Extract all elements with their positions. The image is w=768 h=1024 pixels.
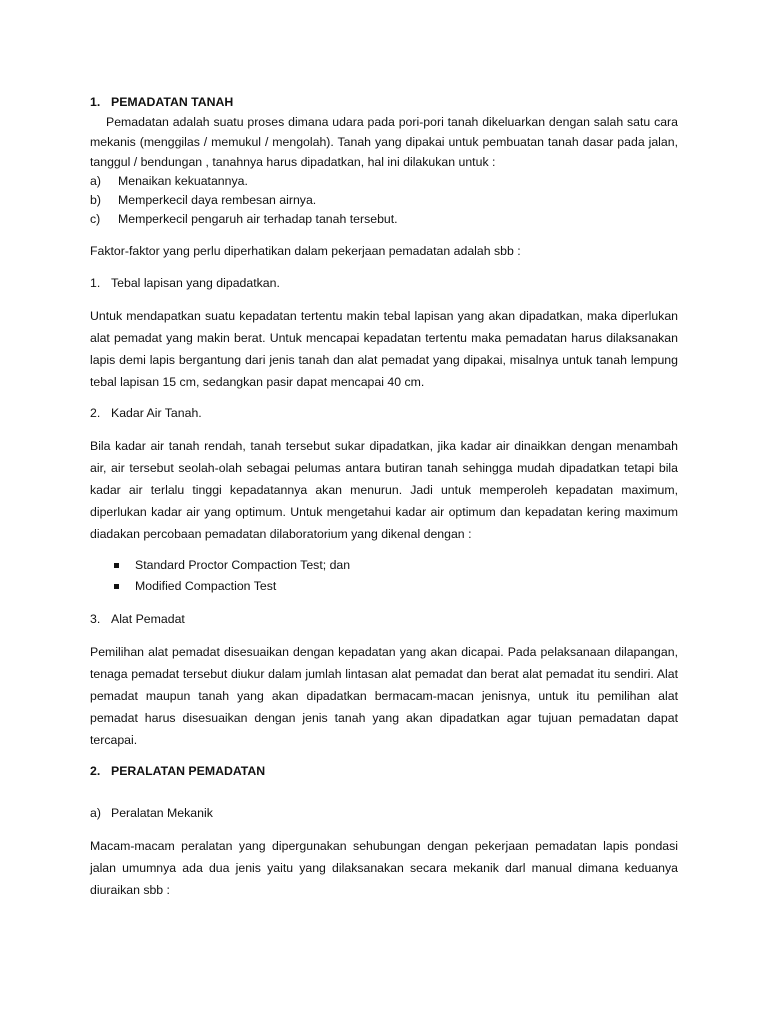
compaction-test-label: Standard Proctor Compaction Test; dan: [135, 558, 351, 572]
square-bullet-icon: [112, 555, 135, 576]
subsection-a-title: Peralatan Mekanik: [111, 806, 213, 820]
purpose-item-c: [90, 210, 678, 229]
purpose-item-b: [90, 191, 678, 210]
factor-3-number: 3.: [90, 612, 101, 626]
purpose-marker: b): [90, 193, 101, 207]
factor-3-heading: [90, 609, 678, 629]
purpose-list: [90, 172, 678, 229]
factor-2-title: Kadar Air Tanah.: [111, 406, 202, 420]
factor-1-title: Tebal lapisan yang dipadatkan.: [111, 276, 280, 290]
purpose-marker: c): [90, 212, 101, 226]
purpose-marker: a): [90, 174, 101, 188]
factor-1-text: Untuk mendapatkan suatu kepadatan tertentu makin tebal lapisan yang akan dipadatkan, maka diperlukan alat pemadat yang makin berat. Untuk mencapai kepadatan tertentu maka pemadatan harus dilaksanakan lapis demi lapis bergantung dari jenis tanah dan alat pemadat yang dipakai, misalnya untuk tanah lempung tebal lapisan 15 cm, sedangkan pasir dapat mencapai 40 cm.: [90, 309, 678, 389]
factor-2-text: Bila kadar air tanah rendah, tanah tersebut sukar dipadatkan, jika kadar air dinaikkan dengan menambah air, air tersebut seolah-olah sebagai pelumas antara butiran tanah sehingga mudah dipadatkan tetapi bila kadar air terlalu tinggi kepadatannya akan menurun. Jadi untuk memperoleh kepadatan maximum, diperlukan kadar air yang optimum. Untuk mengetahui kadar air optimum dan kepadatan kering maximum diadakan percobaan pemadatan dilaboratorium yang dikenal dengan :: [90, 439, 678, 541]
factor-1-number: 1.: [90, 276, 101, 290]
subsection-a-marker: a): [90, 806, 101, 820]
compaction-test-item: [90, 555, 678, 576]
subsection-a-text: Macam-macam peralatan yang dipergunakan sehubungan dengan pekerjaan pemadatan lapis pondasi jalan umumnya ada dua jenis yaitu yang dilaksanakan secara mekanik darl manual dimana keduanya diuraikan sbb :: [90, 839, 678, 897]
section-1-intro: Pemadatan adalah suatu proses dimana udara pada pori-pori tanah dikeluarkan dengan salah satu cara mekanis (menggilas / memukul / mengolah). Tanah yang dipakai untuk pembuatan tanah dasar pada jalan, tanggul / bendungan , tanahnya harus dipadatkan, hal ini dilakukan untuk :: [90, 115, 678, 169]
purpose-text: Memperkecil daya rembesan airnya.: [118, 193, 317, 207]
section-1-heading: [90, 92, 678, 112]
section-1-number: 1.: [90, 95, 101, 109]
factor-3-title: Alat Pemadat: [111, 612, 185, 626]
compaction-test-list: [90, 555, 678, 597]
compaction-test-item: [90, 576, 678, 597]
factor-2-heading: [90, 403, 678, 423]
square-bullet-icon: [112, 576, 135, 597]
subsection-a-heading: [90, 803, 678, 823]
document-page: [90, 92, 678, 901]
factor-3-text: Pemilihan alat pemadat disesuaikan dengan kepadatan yang akan dicapai. Pada pelaksanaan dilapangan, tenaga pemadat tersebut diukur dalam jumlah lintasan alat pemadat dan berat alat pemadat itu sendiri. Alat pemadat maupun tanah yang akan dipadatkan bermacam-macan jenisnya, untuk itu pemilihan alat pemadat harus disesuaikan dengan jenis tanah yang akan dipadatkan agar tujuan pemadatan dapat tercapai.: [90, 645, 678, 747]
purpose-item-a: [90, 172, 678, 191]
factors-intro: Faktor-faktor yang perlu diperhatikan dalam pekerjaan pemadatan adalah sbb :: [90, 244, 521, 258]
purpose-text: Menaikan kekuatannya.: [118, 174, 248, 188]
factor-1-heading: [90, 273, 678, 293]
section-2-title: PERALATAN PEMADATAN: [111, 764, 266, 778]
section-1-title: PEMADATAN TANAH: [111, 95, 234, 109]
purpose-text: Memperkecil pengaruh air terhadap tanah tersebut.: [118, 212, 398, 226]
section-2-heading: [90, 761, 678, 781]
factor-2-number: 2.: [90, 406, 101, 420]
section-2-number: 2.: [90, 764, 101, 778]
compaction-test-label: Modified Compaction Test: [135, 579, 277, 593]
